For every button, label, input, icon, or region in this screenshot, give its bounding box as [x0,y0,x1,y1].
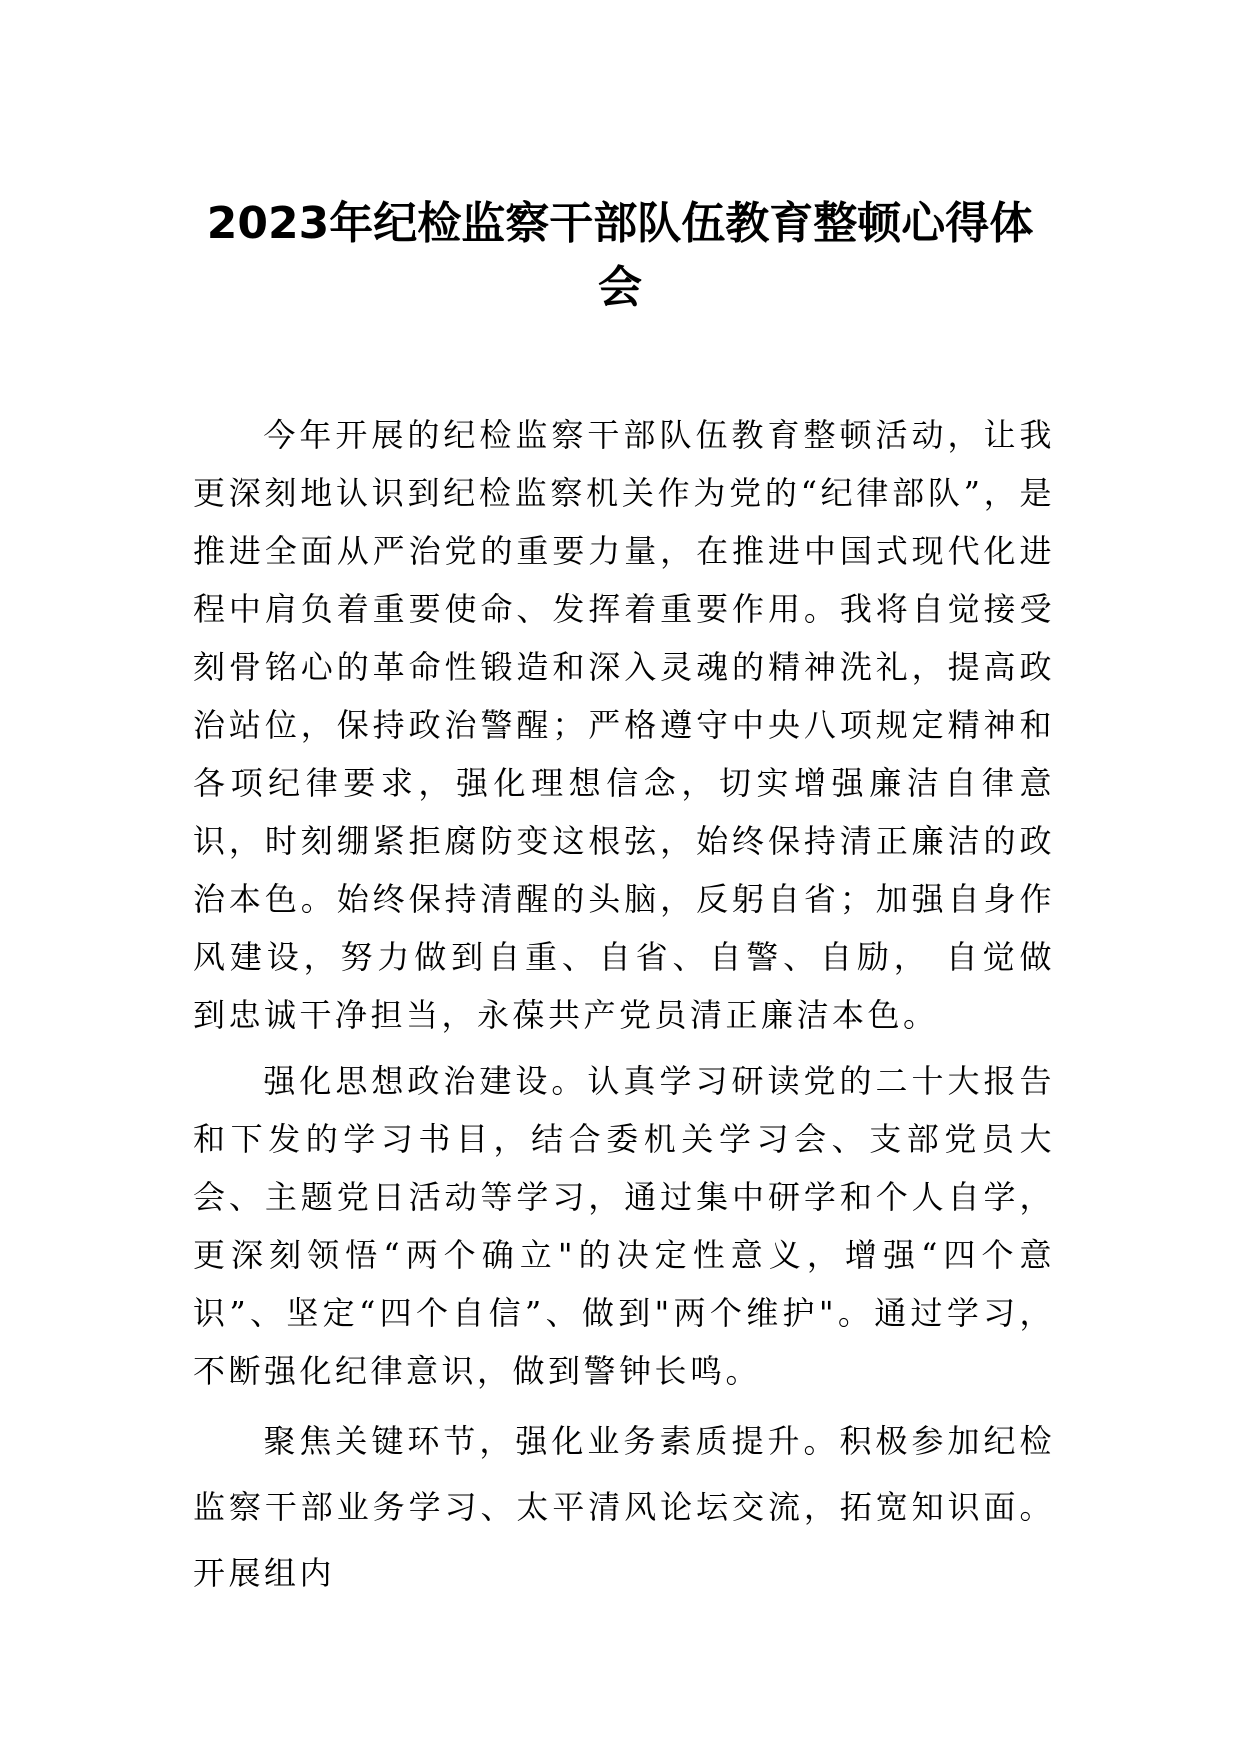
document-body [193,406,1055,1614]
document-title: 2023年纪检监察干部队伍教育整顿心得体会 [206,198,1034,313]
paragraph-2: 强化思想政治建设。认真学习研读党的二十大报告和下发的学习书目，结合委机关学习会、支部党员大会、主题党日活动等学习，通过集中研学和个人自学，更深刻领悟“两个确立"的决定性意义，增强“四个意识”、坚定“四个自信”、做到"两个维护"。通过学习，不断强化纪律意识，做到警钟长鸣。 [193,1062,1055,1390]
paragraph-1: 今年开展的纪检监察干部队伍教育整顿活动，让我更深刻地认识到纪检监察机关作为党的“纪律部队”，是推进全面从严治党的重要力量，在推进中国式现代化进程中肩负着重要使命、发挥着重要作用。我将自觉接受刻骨铭心的革命性锻造和深入灵魂的精神洗礼，提高政治站位，保持政治警醒；严格遵守中央八项规定精神和各项纪律要求，强化理想信念，切实增强廉洁自律意识，时刻绷紧拒腐防变这根弦，始终保持清正廉洁的政治本色。始终保持清醒的头脑，反躬自省；加强自身作风建设，努力做到自重、自省、自警、自励， 自觉做到忠诚干净担当，永葆共产党员清正廉洁本色。 [193,416,1055,1034]
paragraph-3: 聚焦关键环节，强化业务素质提升。积极参加纪检监察干部业务学习、太平清风论坛交流，拓宽知识面。开展组内 [193,1422,1055,1592]
